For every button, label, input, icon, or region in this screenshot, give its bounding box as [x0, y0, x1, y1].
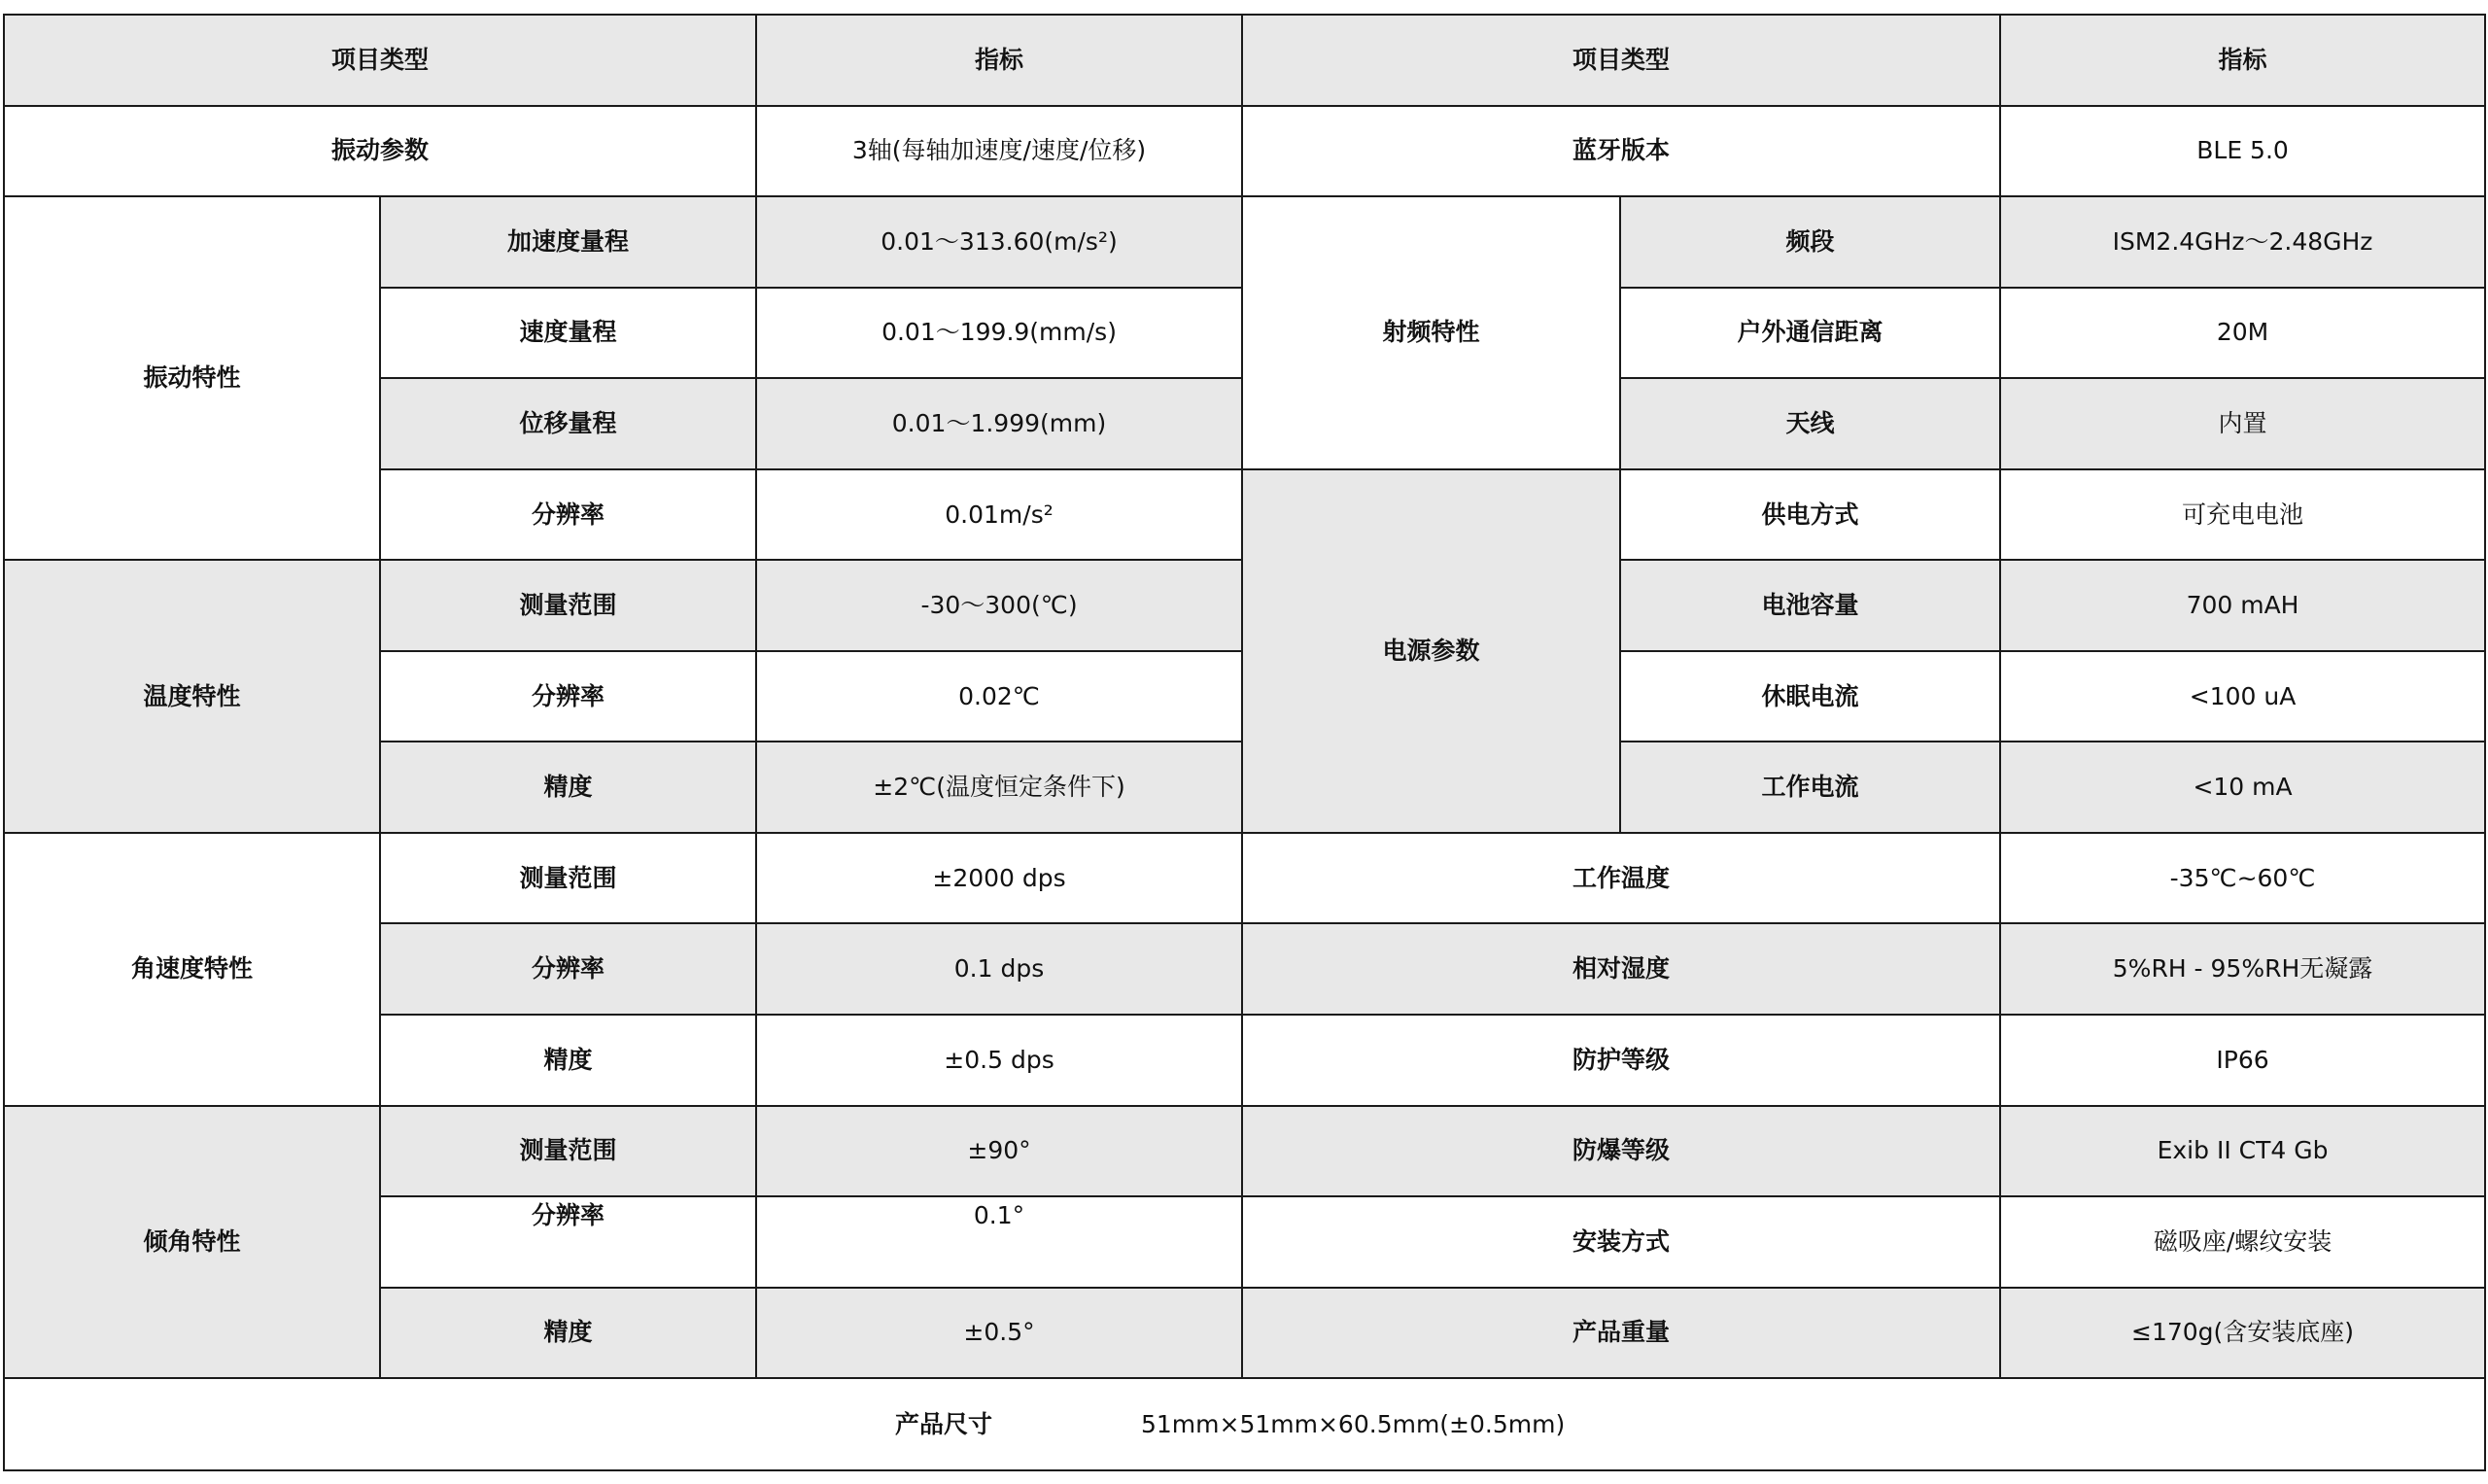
tilt-resolution-label: 分辨率: [380, 1196, 756, 1288]
angular-accuracy-label: 精度: [380, 1015, 756, 1106]
angular-range-value: ±2000 dps: [756, 833, 1242, 924]
accel-range-label: 加速度量程: [380, 196, 756, 288]
tilt-range-label: 测量范围: [380, 1106, 756, 1197]
accel-range-value: 0.01～313.60(m/s²): [756, 196, 1242, 288]
antenna-value: 内置: [2000, 378, 2485, 469]
angular-resolution-label: 分辨率: [380, 923, 756, 1015]
power-group-label: 电源参数: [1242, 469, 1620, 833]
footer-cell: [4, 1378, 2485, 1470]
vib-params-label: 振动参数: [4, 106, 756, 197]
velocity-range-value: 0.01～199.9(mm/s): [756, 288, 1242, 379]
humidity-value: 5%RH - 95%RH无凝露: [2000, 923, 2485, 1015]
band-value: ISM2.4GHz～2.48GHz: [2000, 196, 2485, 288]
header-indicator-2: 指标: [2000, 15, 2485, 106]
header-row: [4, 15, 2485, 106]
weight-value: ≤170g(含安装底座): [2000, 1288, 2485, 1379]
footer-wrap: [5, 1379, 2484, 1469]
size-label: 产品尺寸: [894, 1409, 992, 1438]
supply-value: 可充电电池: [2000, 469, 2485, 561]
supply-label: 供电方式: [1620, 469, 2000, 561]
temp-range-label: 测量范围: [380, 560, 756, 651]
distance-label: 户外通信距离: [1620, 288, 2000, 379]
angular-group-label: 角速度特性: [4, 833, 380, 1106]
work-temp-value: -35℃~60℃: [2000, 833, 2485, 924]
bluetooth-value: BLE 5.0: [2000, 106, 2485, 197]
work-current-label: 工作电流: [1620, 742, 2000, 833]
temp-range-value: -30～300(℃): [756, 560, 1242, 651]
header-item-type-2: 项目类型: [1242, 15, 2000, 106]
vibration-group-label: 振动特性: [4, 196, 380, 560]
bluetooth-label: 蓝牙版本: [1242, 106, 2000, 197]
vib-resolution-value: 0.01m/s²: [756, 469, 1242, 561]
table-row: [4, 1106, 2485, 1197]
table-row: [4, 833, 2485, 924]
install-label: 安装方式: [1242, 1196, 2000, 1288]
band-label: 频段: [1620, 196, 2000, 288]
protection-value: IP66: [2000, 1015, 2485, 1106]
capacity-label: 电池容量: [1620, 560, 2000, 651]
header-item-type: 项目类型: [4, 15, 756, 106]
vib-resolution-label: 分辨率: [380, 469, 756, 561]
sleep-current-label: 休眠电流: [1620, 651, 2000, 742]
vib-params-value: 3轴(每轴加速度/速度/位移): [756, 106, 1242, 197]
tilt-resolution-value: 0.1°: [756, 1196, 1242, 1288]
header-indicator: 指标: [756, 15, 1242, 106]
work-current-value: <10 mA: [2000, 742, 2485, 833]
tilt-accuracy-label: 精度: [380, 1288, 756, 1379]
tilt-range-value: ±90°: [756, 1106, 1242, 1197]
tilt-accuracy-value: ±0.5°: [756, 1288, 1242, 1379]
angular-resolution-value: 0.1 dps: [756, 923, 1242, 1015]
temp-resolution-value: 0.02℃: [756, 651, 1242, 742]
table-row: [4, 196, 2485, 288]
antenna-label: 天线: [1620, 378, 2000, 469]
weight-label: 产品重量: [1242, 1288, 2000, 1379]
table-row: [4, 106, 2485, 197]
angular-accuracy-value: ±0.5 dps: [756, 1015, 1242, 1106]
explosion-value: Exib II CT4 Gb: [2000, 1106, 2485, 1197]
size-value: 51mm×51mm×60.5mm(±0.5mm): [1141, 1409, 1566, 1438]
angular-range-label: 测量范围: [380, 833, 756, 924]
temp-resolution-label: 分辨率: [380, 651, 756, 742]
rf-group-label: 射频特性: [1242, 196, 1620, 469]
velocity-range-label: 速度量程: [380, 288, 756, 379]
install-value: 磁吸座/螺纹安装: [2000, 1196, 2485, 1288]
explosion-label: 防爆等级: [1242, 1106, 2000, 1197]
tilt-group-label: 倾角特性: [4, 1106, 380, 1379]
temp-accuracy-value: ±2℃(温度恒定条件下): [756, 742, 1242, 833]
disp-range-label: 位移量程: [380, 378, 756, 469]
spec-table: [3, 14, 2486, 1471]
distance-value: 20M: [2000, 288, 2485, 379]
footer-row: [4, 1378, 2485, 1470]
temperature-group-label: 温度特性: [4, 560, 380, 833]
disp-range-value: 0.01～1.999(mm): [756, 378, 1242, 469]
capacity-value: 700 mAH: [2000, 560, 2485, 651]
temp-accuracy-label: 精度: [380, 742, 756, 833]
sleep-current-value: <100 uA: [2000, 651, 2485, 742]
protection-label: 防护等级: [1242, 1015, 2000, 1106]
work-temp-label: 工作温度: [1242, 833, 2000, 924]
humidity-label: 相对湿度: [1242, 923, 2000, 1015]
